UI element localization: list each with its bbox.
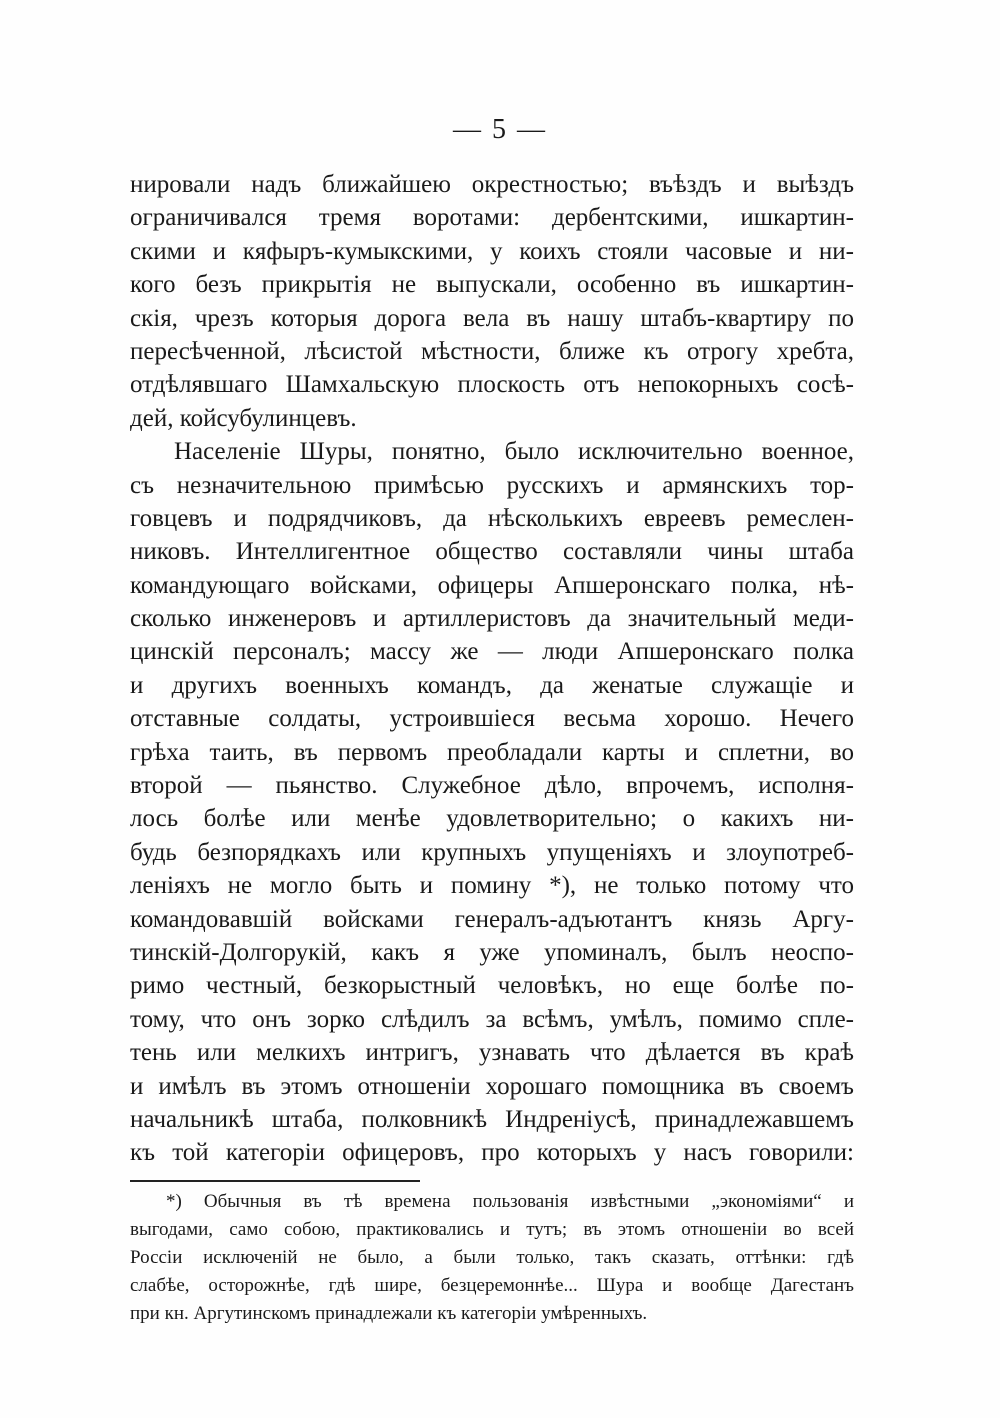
footnote-line: при кн. Аргутинскомъ принадлежали къ категоріи умѣренныхъ. <box>130 1303 648 1324</box>
text-line: командующаго войсками, офицеры Апшеронскаго полка, нѣ- <box>130 571 854 599</box>
text-line: кого безъ прикрытія не выпускали, особенно въ ишкартин- <box>130 271 854 299</box>
text-line: второй — пьянство. Служебное дѣло, впрочемъ, исполня- <box>130 772 854 800</box>
footnote-line: выгодами, само собою, практиковались и тутъ; въ этомъ отношеніи во всей <box>130 1219 854 1240</box>
main-text <box>130 168 854 1170</box>
paragraph-start-line: Населеніе Шуры, понятно, было исключительно военное, <box>174 438 854 466</box>
text-line: съ незначительною примѣсью русскихъ и армянскихъ тор- <box>130 471 854 499</box>
text-line: отдѣлявшаго Шамхальскую плоскость отъ непокорныхъ сосѣ- <box>130 371 854 399</box>
text-line: сколько инженеровъ и артиллеристовъ да значительный меди- <box>130 605 854 633</box>
text-line: отставные солдаты, устроившіеся весьма хорошо. Нечего <box>130 705 854 733</box>
text-line: лось болѣе или менѣе удовлетворительно; о какихъ ни- <box>130 805 854 833</box>
text-line: дей, койсубулинцевъ. <box>130 404 357 432</box>
text-line: скія, чрезъ которыя дорога вела въ нашу штабъ-квартиру по <box>130 304 854 332</box>
text-line: тому, что онъ зорко слѣдилъ за всѣмъ, умѣлъ, помимо спле- <box>130 1005 854 1033</box>
text-line: пересѣченной, лѣсистой мѣстности, ближе къ отрогу хребта, <box>130 337 854 365</box>
page-number: — 5 — <box>453 114 547 145</box>
footnote-line: слабѣе, осторожнѣе, гдѣ шире, безцеремоннѣе... Шура и вообще Дагестанъ <box>130 1275 854 1296</box>
footnote-line: *) Обычныя въ тѣ времена пользованія извѣстными „экономіями“ и <box>166 1191 854 1212</box>
text-line: нировали надъ ближайшею окрестностью; въѣздъ и выѣздъ <box>130 171 854 198</box>
text-line: говцевъ и подрядчиковъ, да нѣсколькихъ евреевъ ремеслен- <box>130 504 854 532</box>
footnote-divider <box>130 1180 420 1182</box>
text-line: римо честный, безкорыстный человѣкъ, но еще болѣе по- <box>130 972 854 1000</box>
footnote-line: Россіи исключеній не было, а были только, такъ сказать, оттѣнки: гдѣ <box>130 1247 854 1268</box>
text-line: скими и кяфыръ-кумыкскими, у коихъ стояли часовые и ни- <box>130 237 854 265</box>
text-line: командовавшій войсками генералъ-адъютантъ князь Аргу- <box>130 905 854 933</box>
text-line: тень или мелкихъ интригъ, узнавать что дѣлается въ краѣ <box>130 1039 854 1067</box>
text-line: къ той категоріи офицеровъ, про которыхъ у насъ говорили: <box>130 1139 854 1167</box>
text-line: будь безпорядкахъ или крупныхъ упущеніяхъ и злоупотреб- <box>130 838 854 866</box>
text-line: начальникѣ штаба, полковникѣ Индреніусѣ, принадлежавшемъ <box>130 1105 854 1133</box>
text-line: цинскій персоналъ; массу же — люди Апшеронскаго полка <box>130 638 854 666</box>
text-line: и имѣлъ въ этомъ отношеніи хорошаго помощника въ своемъ <box>130 1072 854 1100</box>
text-line: тинскій-Долгорукій, какъ я уже упоминалъ, былъ неоспо- <box>130 938 854 966</box>
footnote <box>130 1188 854 1328</box>
text-line: и другихъ военныхъ командъ, да женатые служащіе и <box>130 671 854 699</box>
text-line: грѣха таить, въ первомъ преобладали карты и сплетни, во <box>130 738 854 766</box>
text-line: ограничивался тремя воротами: дербентскими, ишкартин- <box>130 204 854 232</box>
text-line: леніяхъ не могло быть и помину *), не только потому что <box>130 872 854 900</box>
text-line: никовъ. Интеллигентное общество составляли чины штаба <box>130 538 854 566</box>
